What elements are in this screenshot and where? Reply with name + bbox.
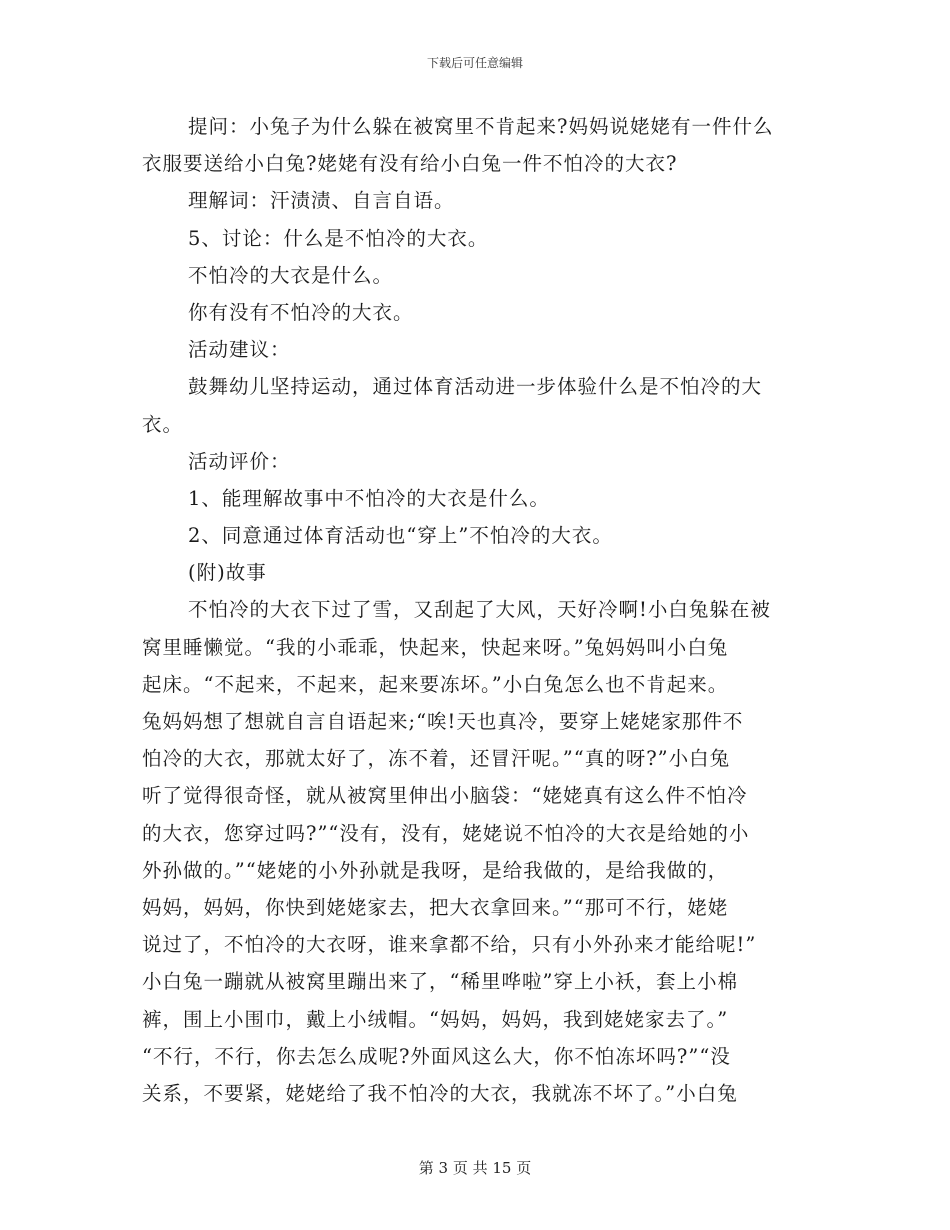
text-line: 不怕冷的大衣是什么。	[188, 263, 394, 287]
text-line: 妈妈，妈妈，你快到姥姥家去，把大衣拿回来。”“那可不行，姥姥	[142, 895, 729, 919]
text-line: 衣。	[142, 412, 184, 436]
text-line: 鼓舞幼儿坚持运动，通过体育活动进一步体验什么是不怕冷的大	[188, 375, 763, 399]
text-line: 活动建议：	[188, 338, 291, 362]
text-line: 外孙做的。”“姥姥的小外孙就是我呀，是给我做的，是给我做的，	[142, 858, 729, 882]
text-line: 窝里睡懒觉。“我的小乖乖，快起来，快起来呀。”兔妈妈叫小白兔	[142, 635, 729, 659]
text-line: 小白兔一蹦就从被窝里蹦出来了，“稀里哗啦”穿上小袄，套上小棉	[142, 970, 738, 994]
text-line: 5、讨论：什么是不怕冷的大衣。	[188, 226, 489, 250]
text-line: 起床。“不起来，不起来，起来要冻坏。”小白兔怎么也不肯起来。	[142, 672, 729, 696]
text-line: 2、同意通过体育活动也“穿上”不怕冷的大衣。	[188, 524, 613, 548]
text-line: 怕冷的大衣，那就太好了，冻不着，还冒汗呢。”“真的呀?”小白兔	[142, 747, 731, 771]
text-line: 裤，围上小围巾，戴上小绒帽。“妈妈，妈妈，我到姥姥家去了。”	[142, 1007, 729, 1031]
text-line: “不行，不行，你去怎么成呢?外面风这么大，你不怕冻坏吗?”“没	[142, 1044, 731, 1068]
text-line: 你有没有不怕冷的大衣。	[188, 300, 414, 324]
text-line: 理解词：汗渍渍、自言自语。	[188, 189, 455, 213]
text-line: (附)故事	[188, 561, 267, 585]
text-line: 1、能理解故事中不怕冷的大衣是什么。	[188, 486, 550, 510]
page-header: 下载后可任意编辑	[426, 56, 523, 70]
text-line: 的大衣，您穿过吗?”“没有，没有，姥姥说不怕冷的大衣是给她的小	[142, 821, 750, 845]
text-line: 关系，不要紧，姥姥给了我不怕冷的大衣，我就冻不坏了。”小白兔	[142, 1081, 738, 1105]
page-footer: 第 3 页 共 15 页	[418, 1159, 532, 1177]
text-line: 提问：小兔子为什么躲在被窝里不肯起来?妈妈说姥姥有一件什么	[188, 115, 774, 138]
text-line: 兔妈妈想了想就自言自语起来;“唉!天也真冷，要穿上姥姥家那件不	[142, 710, 744, 733]
document-body	[142, 108, 808, 1112]
text-line: 说过了，不怕冷的大衣呀，谁来拿都不给，只有小外孙来才能给呢!”	[142, 933, 757, 957]
text-line: 活动评价：	[188, 449, 291, 473]
text-line: 不怕冷的大衣下过了雪，又刮起了大风，天好冷啊!小白兔躲在被	[188, 598, 771, 622]
text-line: 听了觉得很奇怪，就从被窝里伸出小脑袋：“姥姥真有这么件不怕冷	[142, 784, 748, 808]
text-line: 衣服要送给小白兔?姥姥有没有给小白兔一件不怕冷的大衣?	[142, 152, 678, 176]
